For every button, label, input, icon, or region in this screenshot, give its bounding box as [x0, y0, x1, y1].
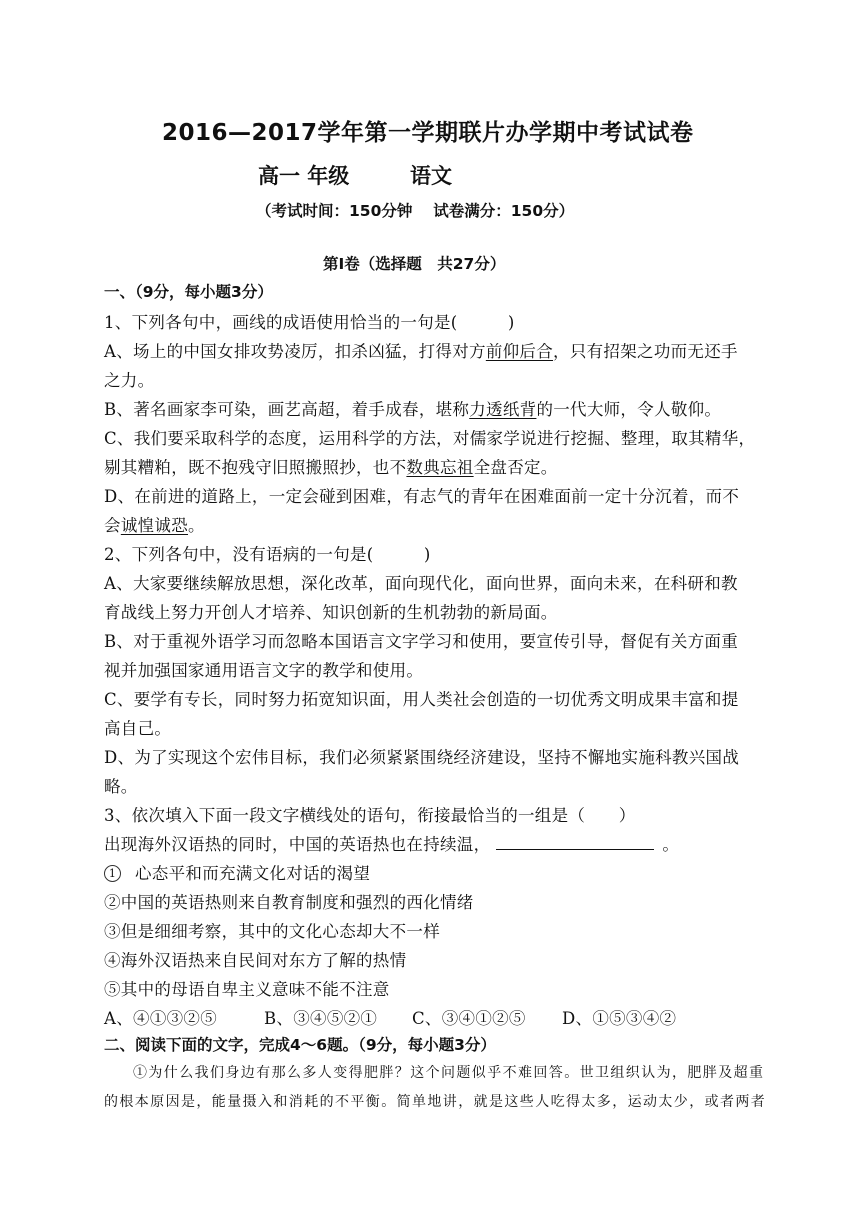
q1-option-b [104, 396, 721, 420]
q3-item-4: ④海外汉语热来自民间对东方了解的热情 [104, 951, 407, 970]
q1-d-underlined-idiom: 诚惶诚恐 [120, 516, 189, 535]
q1-b-text: B、著名画家李可染，画艺高超，着手成春，堪称 [104, 400, 470, 419]
q2-option-c: C、要学有专长，同时努力拓宽知识面，用人类社会创造的一切优秀文明成果丰富和提 [104, 690, 739, 709]
q3-passage-text: 出现海外汉语热的同时，中国的英语热也在持续温， [104, 835, 491, 854]
circled-number-1: 1 [104, 865, 121, 882]
subject-label: 语文 [410, 164, 452, 188]
q2-option-a-line2: 育战线上努力开创人才培养、知识创新的生机勃勃的新局面。 [104, 603, 558, 622]
q1-stem: 1、下列各句中，画线的成语使用恰当的一句是( ) [104, 313, 515, 332]
q1-option-a-line2: 之力。 [104, 371, 155, 390]
q1-option-d: D、在前进的道路上，一定会碰到困难，有志气的青年在困难面前一定十分沉着，而不 [104, 487, 740, 506]
q2-stem: 2、下列各句中，没有语病的一句是( ) [104, 545, 431, 564]
q2-option-b: B、对于重视外语学习而忽略本国语言文字学习和使用，要宣传引导，督促有关方面重 [104, 632, 739, 651]
q1-a-underlined-idiom: 前仰后合 [485, 342, 554, 361]
q1-c-underlined-idiom: 数典忘祖 [406, 458, 474, 477]
q2-option-d: D、为了实现这个宏伟目标，我们必须紧紧围绕经济建设，坚持不懈地实施科教兴国战 [104, 748, 740, 767]
q3-option-a: A、④①③②⑤ [104, 1009, 218, 1028]
q1-b-underlined-idiom: 力透纸背 [469, 400, 537, 419]
q3-answer-blank [496, 835, 654, 850]
exam-info: （考试时间：150分钟 试卷满分：150分） [256, 202, 575, 220]
reading-passage-line2: 的根本原因是，能量摄入和消耗的不平衡。简单地讲，就是这些人吃得太多，运动太少，或者两者 [104, 1094, 767, 1110]
q1-option-c-line2 [104, 454, 558, 478]
grade-label: 高一 年级 [258, 164, 350, 188]
q3-option-c: C、③④①②⑤ [412, 1009, 526, 1028]
q2-option-a: A、大家要继续解放思想，深化改革，面向现代化，面向世界，面向未来，在科研和教 [104, 574, 738, 593]
q1-a-text-cont: ，只有招架之功而无还手 [553, 342, 738, 361]
q3-item-1 [104, 860, 370, 884]
q1-option-a [104, 338, 738, 362]
q1-option-d-line2 [104, 512, 205, 536]
q1-d-text-cont: 。 [188, 516, 205, 535]
q3-option-d: D、①⑤③④② [562, 1009, 677, 1028]
q1-d-text: 会 [104, 516, 121, 535]
q3-item-3: ③但是细细考察，其中的文化心态却大不一样 [104, 922, 440, 941]
q3-item-5: ⑤其中的母语自卑主义意味不能不注意 [104, 980, 390, 999]
section2-heading: 二、阅读下面的文字，完成4～6题。（9分，每小题3分） [104, 1036, 496, 1054]
exam-title: 2016—2017学年第一学期联片办学期中考试试卷 [162, 120, 694, 146]
q3-stem: 3、依次填入下面一段文字横线处的语句，衔接最恰当的一组是（ ） [104, 806, 636, 825]
q3-item-1-text: 心态平和而充满文化对话的渴望 [135, 864, 371, 883]
q1-c-text-cont: 全盘否定。 [473, 458, 558, 477]
q3-passage-end: 。 [662, 835, 680, 854]
reading-passage-line1: ①为什么我们身边有那么多人变得肥胖？这个问题似乎不难回答。世卫组织认为，肥胖及超重 [133, 1065, 765, 1081]
q1-option-c: C、我们要采取科学的态度，运用科学的方法，对儒家学说进行挖掘、整理，取其精华， [104, 429, 756, 448]
q3-passage [104, 831, 679, 855]
q1-b-text-cont: 的一代大师，令人敬仰。 [536, 400, 722, 419]
q3-option-b: B、③④⑤②① [264, 1009, 378, 1028]
q2-option-c-line2: 高自己。 [104, 719, 172, 738]
q3-item-2: ②中国的英语热则来自教育制度和强烈的西化情绪 [104, 893, 474, 912]
q2-option-b-line2: 视并加强国家通用语言文字的教学和使用。 [104, 661, 424, 680]
part1-heading: 第Ⅰ卷（选择题 共27分） [323, 255, 506, 273]
section1-heading: 一、（9分，每小题3分） [104, 283, 273, 301]
q1-c-text: 剔其糟粕，既不抱残守旧照搬照抄，也不 [104, 458, 407, 477]
q1-a-text: A、场上的中国女排攻势凌厉，扣杀凶猛，打得对方 [104, 342, 486, 361]
q2-option-d-line2: 略。 [104, 777, 138, 796]
